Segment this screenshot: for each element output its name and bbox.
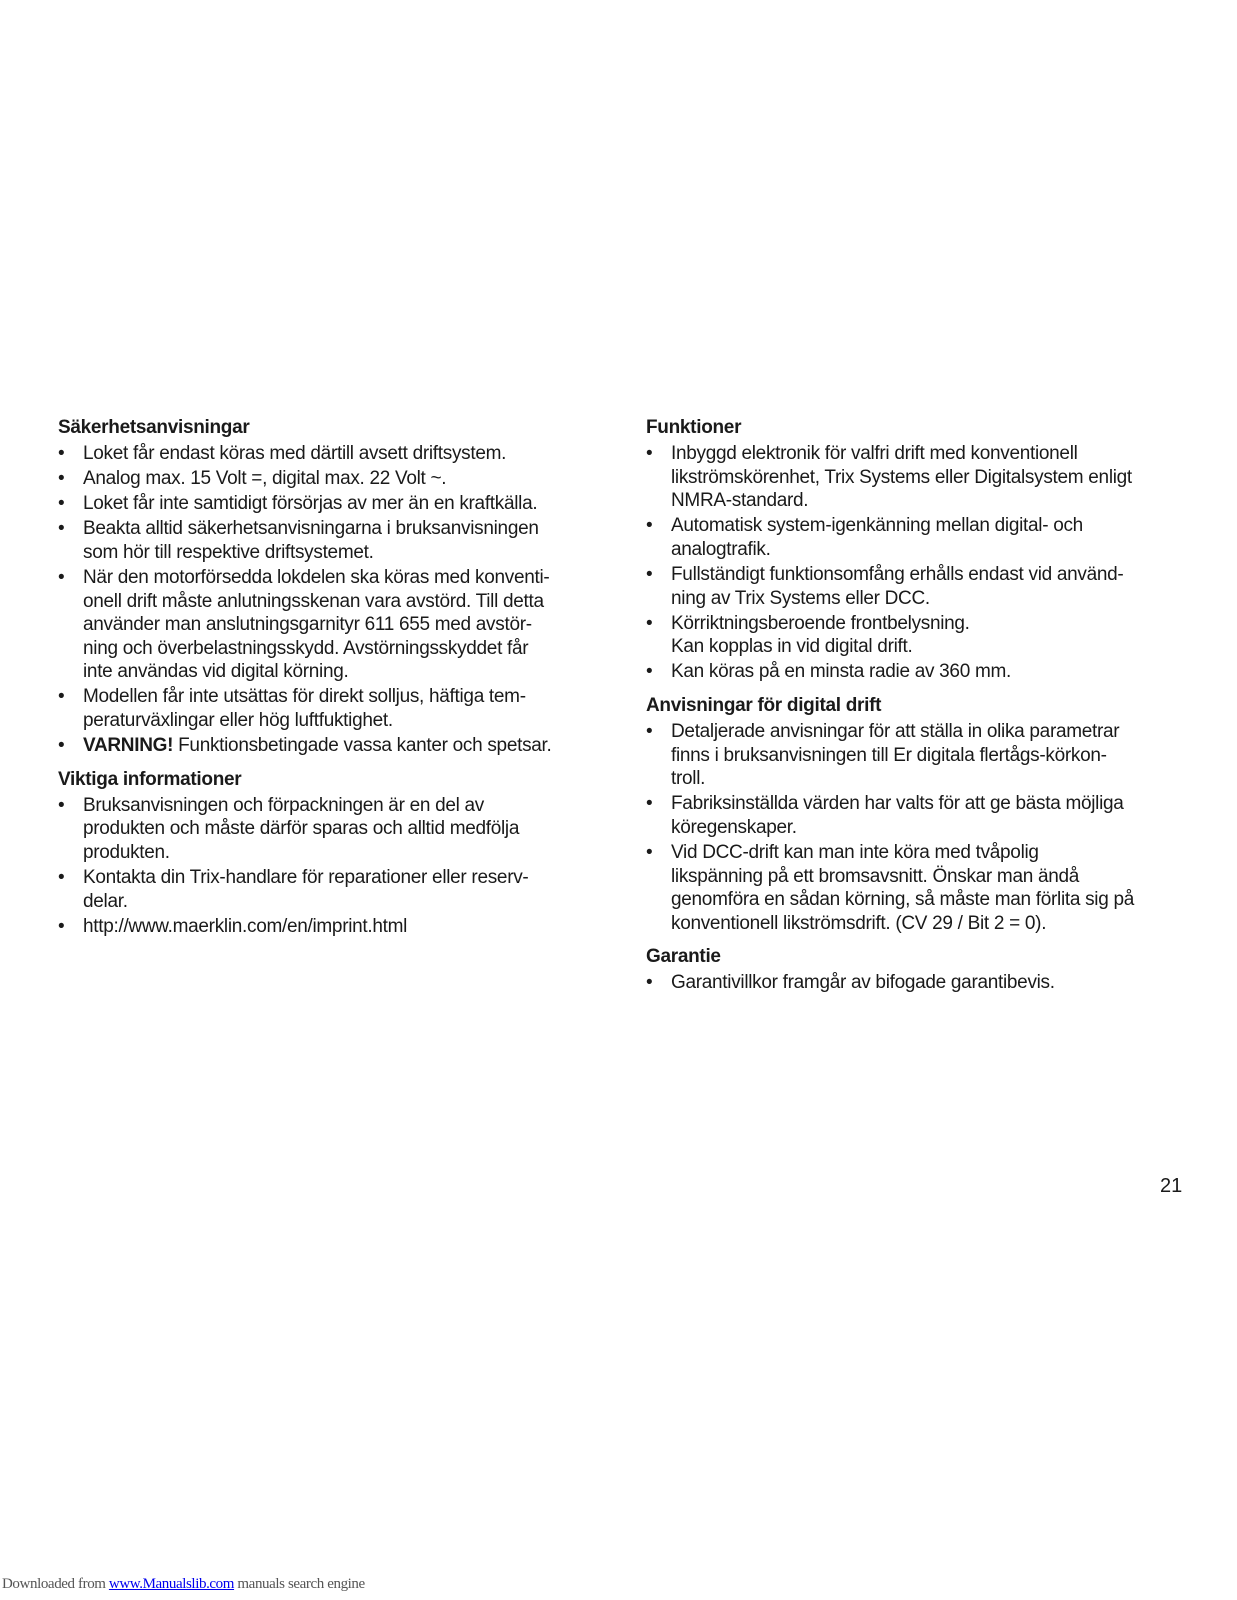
bullet-icon: • [58,566,65,588]
bullet-icon: • [646,515,653,537]
bullet-icon: • [58,735,65,757]
warranty-section [646,945,1186,995]
bullet-icon: • [646,972,653,994]
functions-list [646,442,1186,684]
left-column [58,416,603,948]
manualslib-link[interactable]: www.Manualslib.com [108,1576,235,1592]
digital-section [646,694,1186,935]
bullet-icon: • [58,867,65,888]
bullet-icon: • [646,612,653,634]
bullet-icon: • [646,793,653,815]
list-item: • Garantivillkor framgår av bifogade garantibevis. [646,972,1055,994]
safety-section [58,416,603,758]
safety-heading: Säkerhetsanvisningar [58,417,250,438]
list-item: • Beakta alltid säkerhetsanvisningarna i bruksanvisningen som hör till respektive driftsystemet. [58,518,539,563]
footer-prefix: Downloaded from [2,1576,109,1592]
warranty-list [646,971,1186,995]
page-number: 21 [1160,1175,1183,1197]
info-list [58,794,603,939]
warning-text: Funktionsbetingade vassa kanter och spetsar. [173,735,552,757]
bullet-icon: • [58,493,65,515]
footer [2,1576,365,1593]
list-item: • Inbyggd elektronik för valfri drift med konventionell likströmskörenhet, Trix Systems eller Digitalsystem enligt NMRA-standard. [646,443,1132,512]
bullet-icon: • [58,443,65,464]
list-item: • Fullständigt funktionsomfång erhålls endast vid använd- ning av Trix Systems eller DCC. [646,563,1124,609]
bullet-icon: • [58,518,65,540]
bullet-icon: • [58,468,65,490]
bullet-icon: • [646,841,653,863]
warning-label: VARNING! [83,735,174,757]
warning-item [58,734,603,758]
bullet-icon: • [646,563,653,585]
functions-section [646,416,1186,684]
list-item: • Kan köras på en minsta radie av 360 mm. [646,661,1011,683]
list-item [58,915,603,939]
functions-heading: Funktioner [646,417,742,438]
list-item: • Kontakta din Trix-handlare för reparationer eller reserv- delar. [58,867,529,912]
info-section [58,768,603,939]
digital-list [646,720,1186,935]
list-item: • Loket får inte samtidigt försörjas av mer än en kraftkälla. [58,493,538,515]
bullet-icon: • [58,794,65,816]
list-item: • Automatisk system-igenkänning mellan digital- och analogtrafik. [646,515,1083,560]
warranty-heading: Garantie [646,946,721,968]
bullet-icon: • [646,661,653,683]
list-item: • Modellen får inte utsättas för direkt solljus, häftiga tem- peraturväxlingar eller hög luftfuktighet. [58,686,526,732]
list-item: • Loket får endast köras med därtill avsett driftsystem. [58,443,507,464]
list-item: • När den motorförsedda lokdelen ska köras med konventi- onell drift måste anlutningsskenan vara avstörd. Till detta använder man anslutningsgarnityr 611 655 med avstör- ning och överbelastningsskydd. Avstörningsskyddet får inte användas vid digital körning. [58,566,550,683]
list-item: • Fabriksinställda värden har valts för att ge bästa möjliga köregenskaper. [646,793,1124,838]
imprint-url: http://www.maerklin.com/en/imprint.html [83,915,408,937]
info-heading: Viktiga informationer [58,768,242,790]
list-item: • Detaljerade anvisningar för att ställa in olika parametrar finns i bruksanvisningen till Er digitala flertågs-körkon- troll. [646,720,1120,790]
digital-heading: Anvisningar för digital drift [646,694,882,716]
bullet-icon: • [646,720,653,742]
right-column [646,416,1186,1005]
footer-suffix: manuals search engine [234,1576,365,1592]
list-item: • Analog max. 15 Volt =, digital max. 22 Volt ~. [58,468,447,490]
bullet-icon: • [58,686,65,708]
list-item: • Körriktningsberoende frontbelysning. Kan kopplas in vid digital drift. [646,612,970,658]
list-item: • Vid DCC-drift kan man inte köra med tvåpolig likspänning på ett bromsavsnitt. Önskar man ändå genomföra en sådan körning, så måste man förlita sig på konventionell likströmsdrift. (CV 29 / Bit 2 = 0). [646,841,1134,934]
bullet-icon: • [58,915,65,937]
safety-list [58,442,603,758]
bullet-icon: • [646,443,653,464]
list-item: • Bruksanvisningen och förpackningen är en del av produkten och måste därför sparas och alltid medfölja produkten. [58,794,520,863]
